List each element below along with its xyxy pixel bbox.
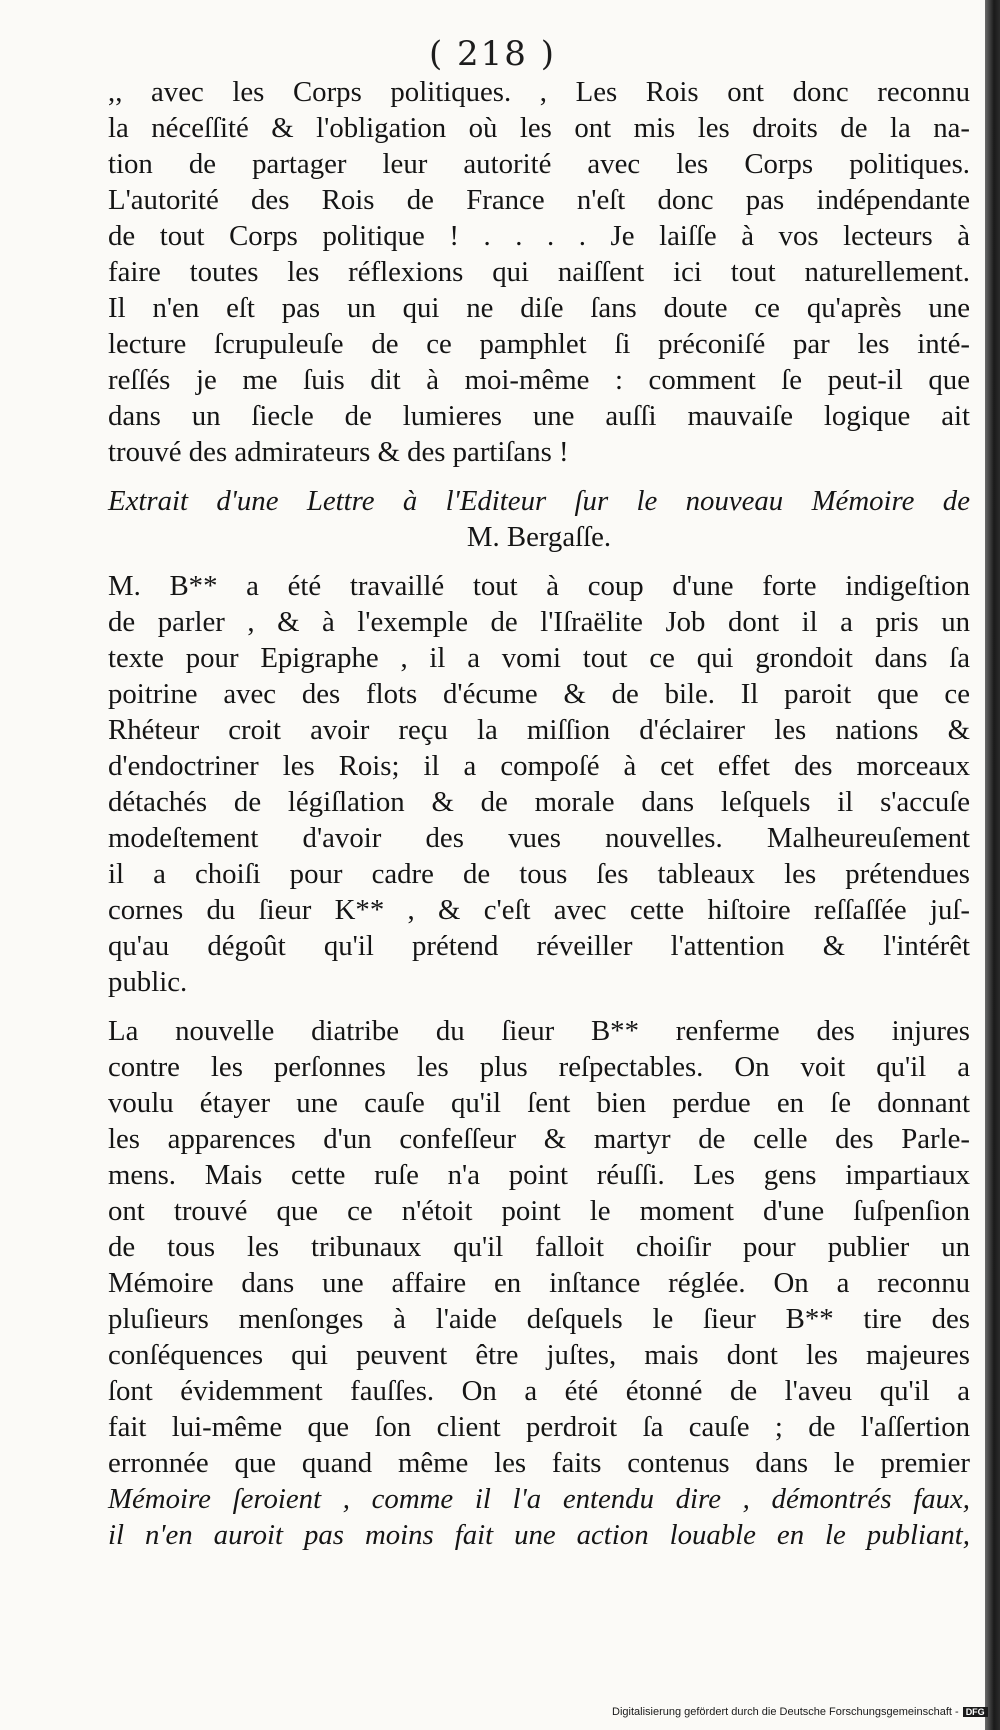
body-text	[108, 74, 970, 1553]
text-line: M. B** a été travaillé tout à coup d'une forte indigeſtion	[108, 570, 970, 602]
paragraph-gap	[108, 1000, 970, 1013]
text-line: erronnée que quand même les faits contenus dans le premier	[108, 1447, 970, 1479]
digitization-credit	[612, 1706, 988, 1718]
text-line: ſont évidemment fauſſes. On a été étonné de l'aveu qu'il a	[108, 1375, 970, 1407]
text-line: M. Bergaſſe.	[466, 521, 612, 553]
text-line: tion de partager leur autorité avec les Corps politiques.	[108, 148, 970, 180]
text-line: voulu étayer une cauſe qu'il ſent bien perdue en ſe donnant	[108, 1087, 970, 1119]
text-line: poitrine avec des flots d'écume & de bile. Il paroit que ce	[108, 678, 970, 710]
text-line: faire toutes les réflexions qui naiſſent ici tout naturellement.	[108, 256, 970, 288]
text-line: ont trouvé que ce n'étoit point le moment d'une ſuſpenſion	[108, 1195, 970, 1227]
text-line: reſſés je me ſuis dit à moi-même : comment ſe peut-il que	[108, 364, 970, 396]
dfg-logo: DFG	[963, 1707, 988, 1717]
text-line: L'autorité des Rois de France n'eſt donc pas indépendante	[108, 184, 970, 216]
text-line: texte pour Epigraphe , il a vomi tout ce qui grondoit dans ſa	[108, 642, 970, 674]
text-line: public.	[108, 966, 188, 998]
text-line: la néceſſité & l'obligation où les ont mis les droits de la na-	[108, 112, 970, 144]
text-line: de parler , & à l'exemple de l'Iſraëlite Job dont il a pris un	[108, 606, 970, 638]
text-line: modeſtement d'avoir des vues nouvelles. Malheureuſement	[108, 822, 970, 854]
text-line: Mémoire dans une affaire en inſtance réglée. On a reconnu	[108, 1267, 970, 1299]
page-number: ( 218 )	[428, 34, 557, 74]
text-line: contre les perſonnes les plus reſpectables. On voit qu'il a	[108, 1051, 970, 1083]
text-line: de tous les tribunaux qu'il falloit choiſir pour publier un	[108, 1231, 970, 1263]
text-line: d'endoctriner les Rois; il a compoſé à cet effet des morceaux	[108, 750, 970, 782]
text-line: La nouvelle diatribe du ſieur B** renferme des injures	[108, 1015, 970, 1047]
text-line: mens. Mais cette ruſe n'a point réuſſi. Les gens impartiaux	[108, 1159, 970, 1191]
text-line: trouvé des admirateurs & des partiſans !	[108, 436, 569, 468]
text-line: dans un ſiecle de lumieres une auſſi mauvaiſe logique ait	[108, 400, 970, 432]
text-line: les apparences d'un confeſſeur & martyr de celle des Parle-	[108, 1123, 970, 1155]
paragraph-gap	[108, 470, 970, 483]
text-line: il n'en auroit pas moins fait une action louable en le publiant,	[108, 1519, 970, 1551]
text-line: il a choiſi pour cadre de tous ſes tableaux les prétendues	[108, 858, 970, 890]
text-line: fait lui-même que ſon client perdroit ſa cauſe ; de l'aſſertion	[108, 1411, 970, 1443]
text-line: de tout Corps politique ! . . . . Je laiſſe à vos lecteurs à	[108, 220, 970, 252]
text-line: Extrait d'une Lettre à l'Editeur ſur le nouveau Mémoire de	[108, 485, 970, 517]
text-line: conſéquences qui peuvent être juſtes, mais dont les majeures	[108, 1339, 970, 1371]
text-line: pluſieurs menſonges à l'aide deſquels le ſieur B** tire des	[108, 1303, 970, 1335]
text-line: ,, avec les Corps politiques. , Les Rois ont donc reconnu	[108, 76, 970, 108]
text-line: Il n'en eſt pas un qui ne diſe ſans doute ce qu'après une	[108, 292, 970, 324]
text-line: qu'au dégoût qu'il prétend réveiller l'attention & l'intérêt	[108, 930, 970, 962]
text-line: Mémoire ſeroient , comme il l'a entendu dire , démontrés faux,	[108, 1483, 970, 1515]
paragraph-gap	[108, 555, 970, 568]
text-line: lecture ſcrupuleuſe de ce pamphlet ſi préconiſé par les inté-	[108, 328, 970, 360]
credit-text: Digitalisierung gefördert durch die Deutsche Forschungsgemeinschaft -	[612, 1706, 959, 1718]
book-spine-shadow	[985, 0, 1000, 1730]
text-line: détachés de légiſlation & de morale dans leſquels il s'accuſe	[108, 786, 970, 818]
text-line: cornes du ſieur K** , & c'eſt avec cette hiſtoire reſſaſſée juſ-	[108, 894, 970, 926]
text-line: Rhéteur croit avoir reçu la miſſion d'éclairer les nations &	[108, 714, 970, 746]
